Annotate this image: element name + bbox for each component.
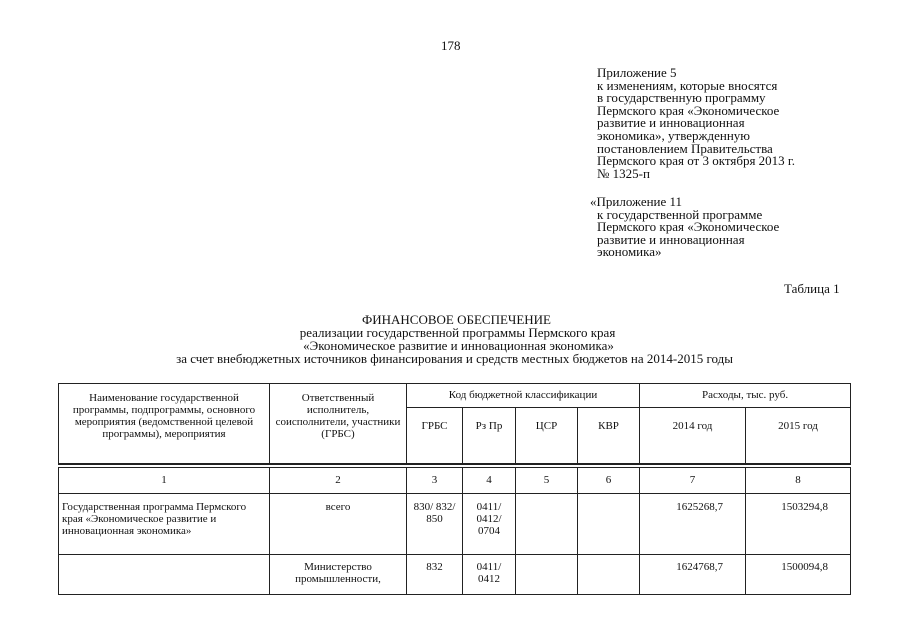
csr-cell: [516, 494, 578, 555]
title-line: «Экономическое развитие и инновационная экономика»: [303, 338, 614, 353]
amount-2015: 1500094,8: [746, 555, 851, 595]
header-budget-code: Код бюджетной классификации: [407, 384, 640, 408]
column-number: 6: [578, 468, 640, 494]
column-number: 5: [516, 468, 578, 494]
program-name: Государственная программа Пермского края «Экономическое развитие и инновационная экономика»: [59, 494, 270, 555]
column-number: 7: [640, 468, 746, 494]
appendix-11-line: к государственной программе: [597, 206, 763, 222]
program-name: [59, 555, 270, 595]
header-2014: 2014 год: [640, 408, 746, 464]
header-csr: ЦСР: [516, 408, 578, 464]
header-executor: Ответственный исполнитель, соисполнители, участники (ГРБС): [270, 384, 407, 464]
appendix-5-line: Пермского края «Экономическое: [597, 102, 780, 118]
header-rzpr: Рз Пр: [463, 408, 516, 464]
appendix-5-block: [597, 67, 795, 180]
grbs-cell: 832: [407, 555, 463, 595]
title-line: за счет внебюджетных источников финансирования и средств местных бюджетов на 2014-2015 годы: [176, 351, 733, 366]
csr-cell: [516, 555, 578, 595]
header-2015: 2015 год: [746, 408, 851, 464]
appendix-11-line: экономика»: [597, 244, 662, 260]
table-label: Таблица 1: [784, 281, 840, 296]
amount-2014: 1625268,7: [640, 494, 746, 555]
executor-cell: всего: [270, 494, 407, 555]
appendix-5-line: № 1325-п: [597, 165, 650, 181]
grbs-cell: 830/ 832/ 850: [407, 494, 463, 555]
table-row: [59, 494, 851, 555]
appendix-5-line: развитие и инновационная: [597, 115, 745, 131]
appendix-5-line: в государственную программу: [597, 90, 766, 106]
appendix-5-line: экономика», утвержденную: [597, 127, 751, 143]
kvr-cell: [578, 555, 640, 595]
column-number: 8: [746, 468, 851, 494]
header-name: Наименование государственной программы, подпрограммы, основного мероприятия (ведомственной целевой программы), мероприятия: [59, 384, 270, 464]
appendix-5-line: к изменениям, которые вносятся: [597, 77, 778, 93]
column-number: 1: [59, 468, 270, 494]
amount-2015: 1503294,8: [746, 494, 851, 555]
appendix-11-line: «Приложение 11: [590, 194, 683, 209]
appendix-5-line: Приложение 5: [597, 65, 677, 80]
title-line: реализации государственной программы Пермского края: [299, 325, 616, 340]
appendix-5-line: Пермского края от 3 октября 2013 г.: [597, 153, 796, 169]
column-number: 4: [463, 468, 516, 494]
appendix-5-line: постановлением Правительства: [597, 140, 773, 156]
amount-2014: 1624768,7: [640, 555, 746, 595]
financing-table: [58, 383, 851, 595]
header-grbs: ГРБС: [407, 408, 463, 464]
rzpr-cell: 0411/ 0412: [463, 555, 516, 595]
appendix-11-line: Пермского края «Экономическое: [597, 219, 780, 235]
kvr-cell: [578, 494, 640, 555]
page-number: 178: [441, 38, 461, 53]
header-expenses: Расходы, тыс. руб.: [640, 384, 851, 408]
rzpr-cell: 0411/ 0412/ 0704: [463, 494, 516, 555]
document-title: [0, 313, 905, 365]
header-kvr: КВР: [578, 408, 640, 464]
table-row: [59, 555, 851, 595]
appendix-11-line: развитие и инновационная: [597, 231, 745, 247]
appendix-11-block: [590, 196, 779, 259]
column-number: 2: [270, 468, 407, 494]
column-number: 3: [407, 468, 463, 494]
title-line: ФИНАНСОВОЕ ОБЕСПЕЧЕНИЕ: [361, 312, 552, 327]
executor-cell: Министерство промышленности,: [270, 555, 407, 595]
